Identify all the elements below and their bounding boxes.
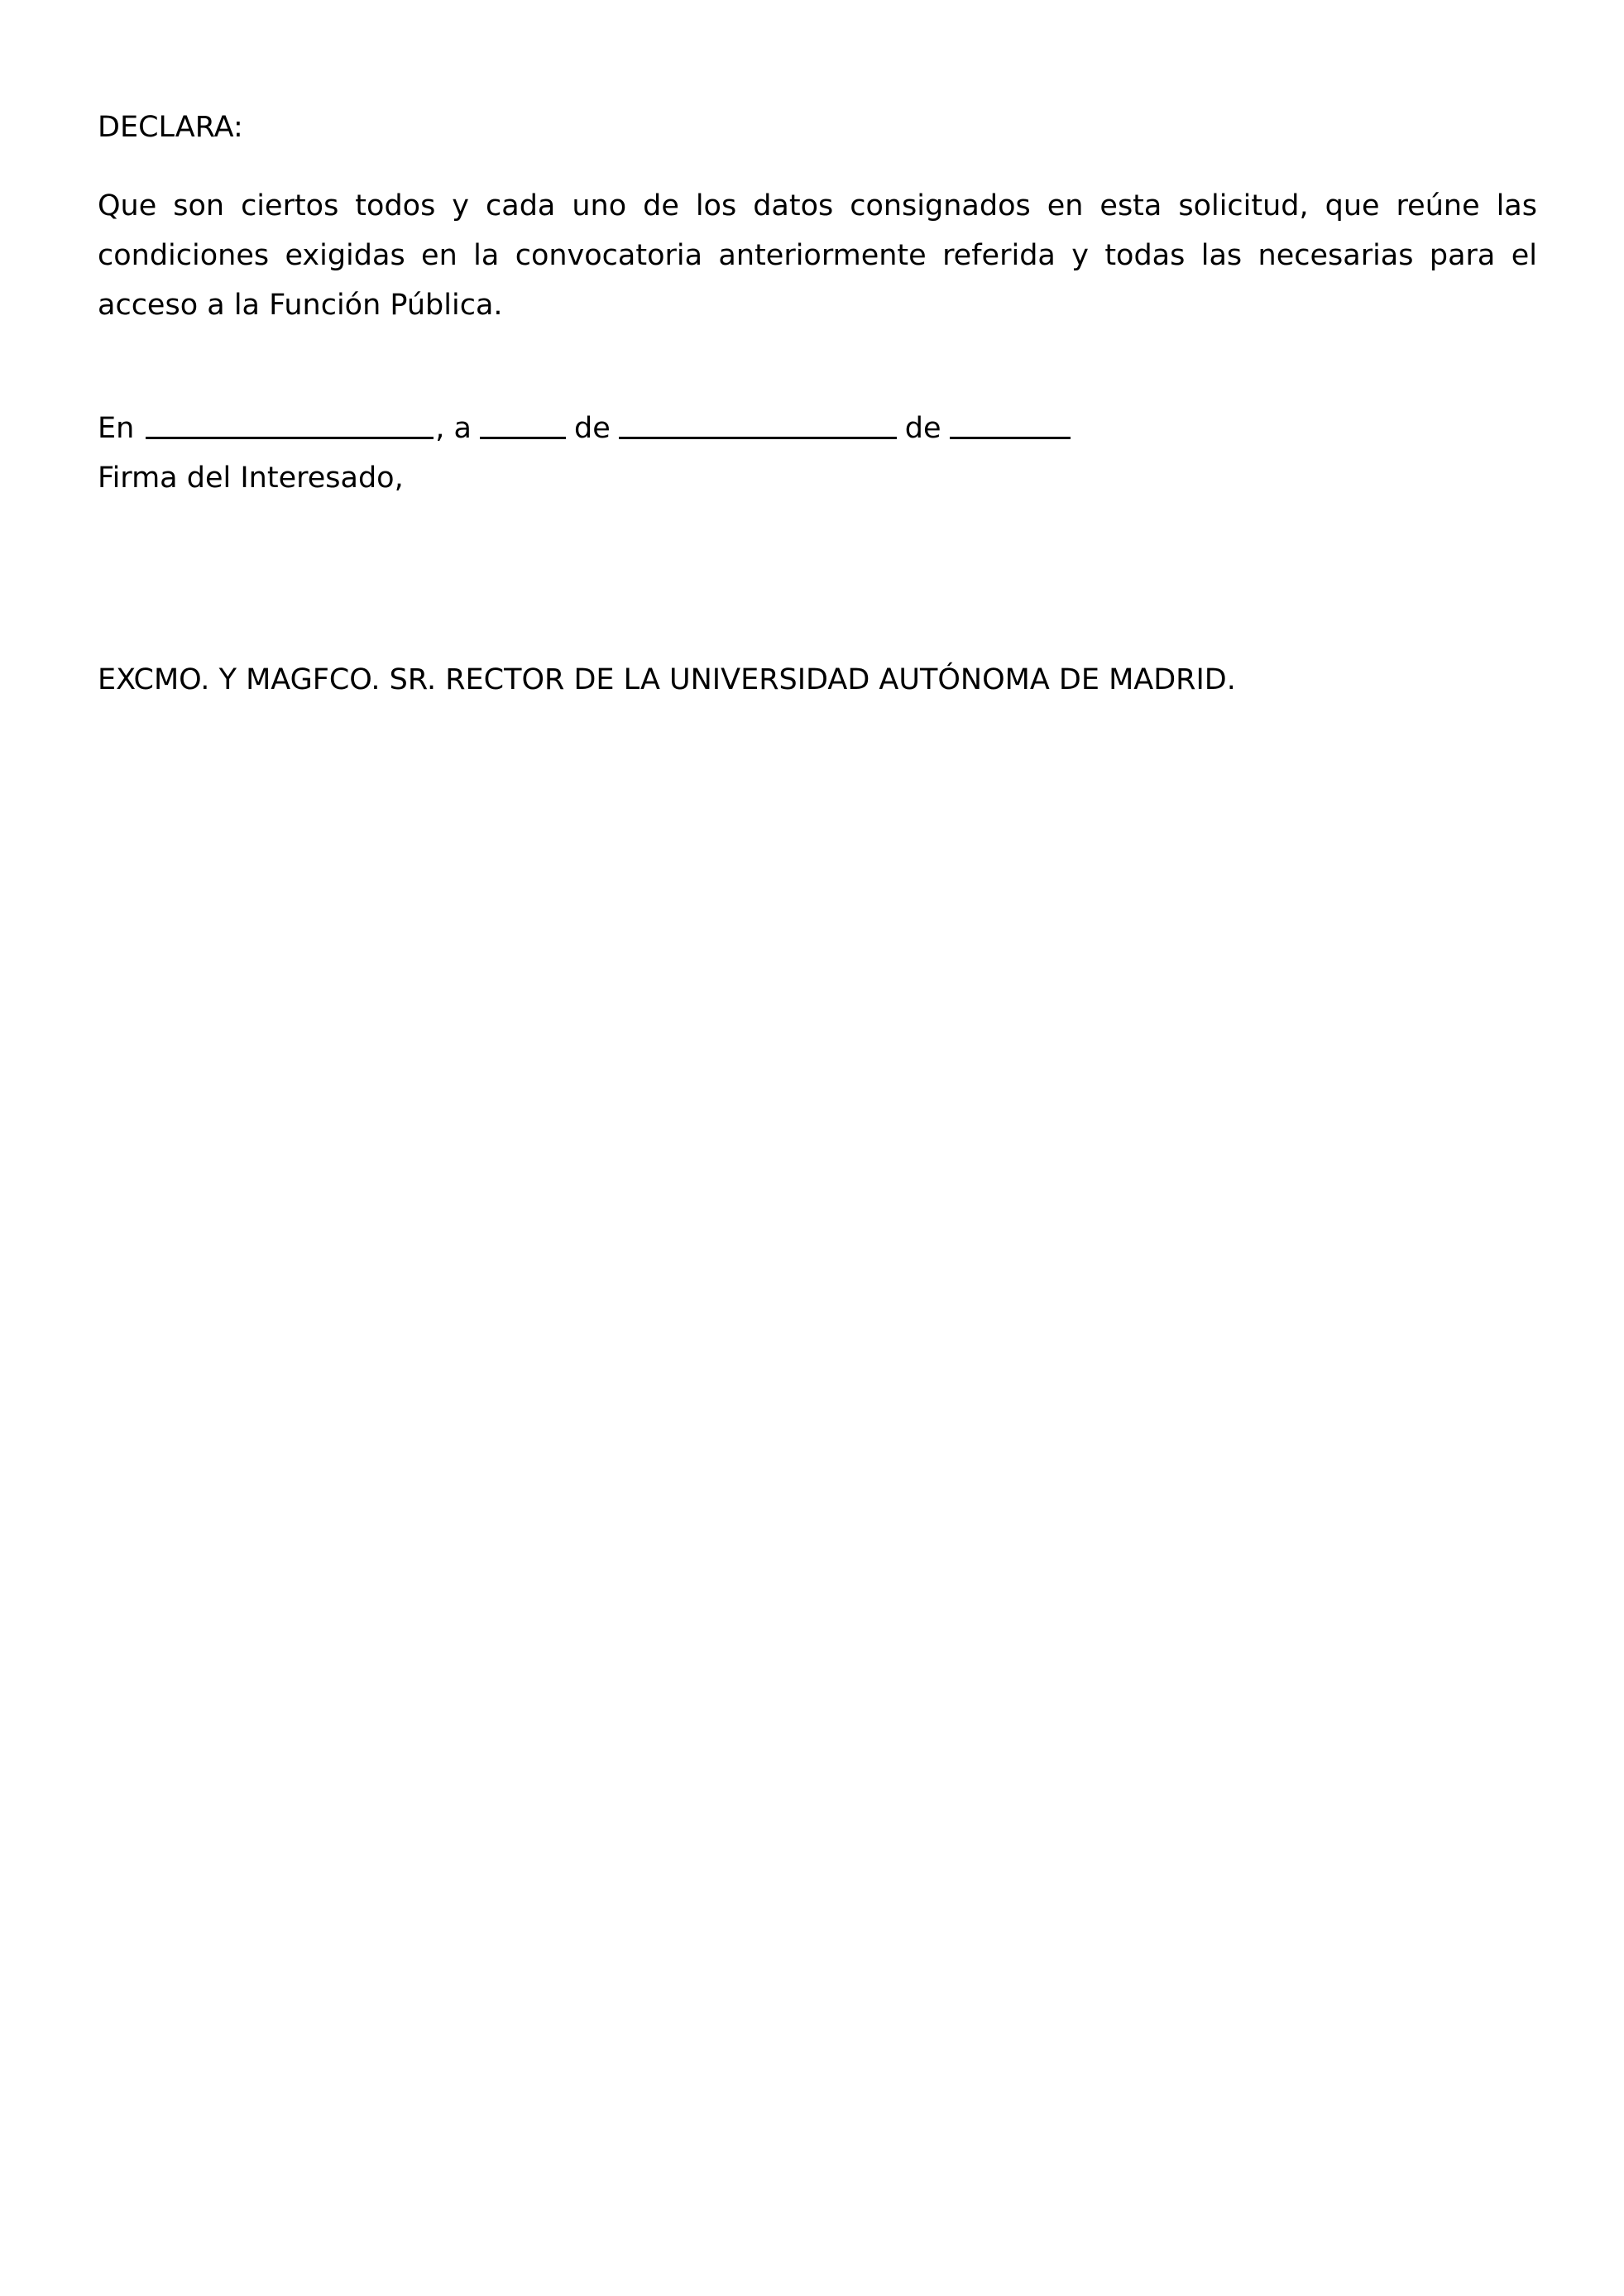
date-line-after-day: de	[574, 412, 611, 445]
month-blank-field[interactable]	[619, 409, 897, 439]
recipient-title: EXCMO. Y MAGFCO. SR. RECTOR DE LA UNIVERSIDAD AUTÓNOMA DE MADRID.	[98, 663, 1236, 696]
declaration-paragraph: Que son ciertos todos y cada uno de los datos consignados en esta solicitud, que reúne las condiciones exigidas en la convocatoria anteriormente referida y todas las necesarias para el acceso a la Función Pública.	[98, 189, 1537, 322]
day-blank-field[interactable]	[480, 409, 566, 439]
date-line-after-month: de	[904, 412, 941, 445]
date-line-after-place: , a	[435, 412, 472, 445]
place-date-line	[98, 404, 1079, 453]
year-blank-field[interactable]	[950, 409, 1071, 439]
signature-label: Firma del Interesado,	[98, 462, 404, 495]
declaration-heading: DECLARA:	[98, 111, 243, 144]
date-line-prefix: En	[98, 412, 135, 445]
place-blank-field[interactable]	[146, 409, 434, 439]
